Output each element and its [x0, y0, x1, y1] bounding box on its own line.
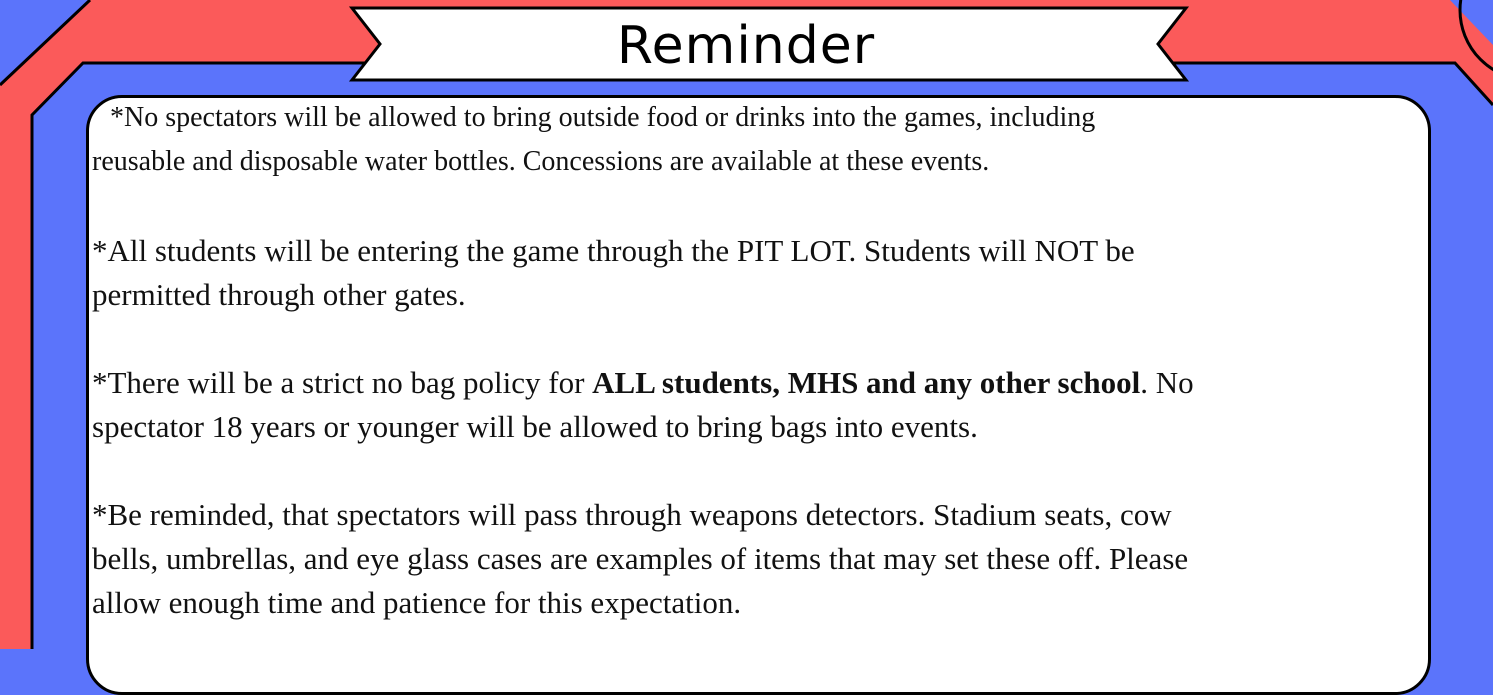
paragraph-line: bells, umbrellas, and eye glass cases are examples of items that may set these off. Please	[92, 541, 1189, 576]
paragraph-entry-policy	[92, 229, 1135, 317]
paragraph-line: permitted through other gates.	[92, 277, 466, 312]
paragraph-line: allow enough time and patience for this expectation.	[92, 585, 742, 620]
paragraph-line: spectator 18 years or younger will be allowed to bring bags into events.	[92, 409, 978, 444]
paragraph-food-policy	[92, 96, 1095, 184]
paragraph-line: *All students will be entering the game through the PIT LOT. Students will NOT be	[92, 233, 1135, 268]
paragraph-line: *No spectators will be allowed to bring outside food or drinks into the games, including	[110, 102, 1096, 133]
paragraph-bag-policy	[92, 361, 1194, 449]
paragraph-weapons-detectors	[92, 493, 1188, 625]
bold-emphasis: ALL students, MHS and any other school	[592, 365, 1141, 400]
paragraph-line: reusable and disposable water bottles. Concessions are available at these events.	[92, 146, 990, 177]
title: Reminder	[616, 16, 876, 76]
paragraph-line: *There will be a strict no bag policy for ALL students, MHS and any other school. No	[92, 365, 1194, 400]
paragraph-line: *Be reminded, that spectators will pass through weapons detectors. Stadium seats, cow	[92, 497, 1172, 532]
